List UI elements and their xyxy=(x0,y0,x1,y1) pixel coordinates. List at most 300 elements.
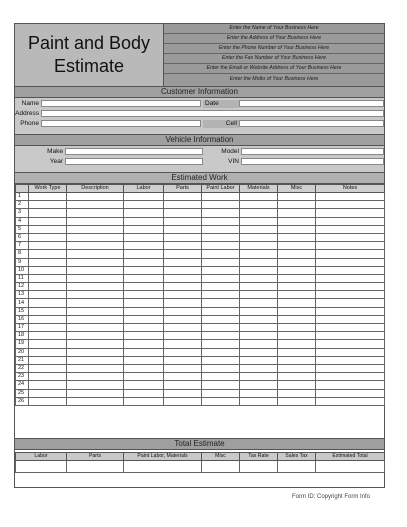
work-cell[interactable] xyxy=(240,233,278,241)
work-cell[interactable] xyxy=(164,193,202,201)
work-cell[interactable] xyxy=(316,193,385,201)
work-cell[interactable] xyxy=(29,266,67,274)
work-cell[interactable] xyxy=(29,381,67,389)
total-sales-tax-field[interactable] xyxy=(278,461,316,473)
work-cell[interactable] xyxy=(29,258,67,266)
work-cell[interactable] xyxy=(240,266,278,274)
work-cell[interactable] xyxy=(164,364,202,372)
work-cell[interactable] xyxy=(240,201,278,209)
work-cell[interactable] xyxy=(316,258,385,266)
table-row xyxy=(16,315,385,323)
work-cell[interactable] xyxy=(164,233,202,241)
table-row xyxy=(16,217,385,225)
work-cell[interactable] xyxy=(202,250,240,258)
work-cell[interactable] xyxy=(29,242,67,250)
work-cell[interactable] xyxy=(164,315,202,323)
table-row xyxy=(16,201,385,209)
work-cell[interactable] xyxy=(67,193,124,201)
work-cell[interactable] xyxy=(278,389,316,397)
work-cell[interactable] xyxy=(67,332,124,340)
work-cell[interactable] xyxy=(164,299,202,307)
work-cell[interactable] xyxy=(124,381,164,389)
cell-label: Cell xyxy=(203,120,239,128)
table-row xyxy=(16,209,385,217)
work-cell[interactable] xyxy=(124,233,164,241)
work-cell[interactable] xyxy=(124,274,164,282)
work-cell[interactable] xyxy=(164,381,202,389)
work-cell[interactable] xyxy=(124,397,164,405)
date-field[interactable] xyxy=(239,100,384,107)
work-cell[interactable] xyxy=(29,193,67,201)
work-cell[interactable] xyxy=(240,332,278,340)
work-cell[interactable] xyxy=(316,332,385,340)
business-motto-field[interactable]: Enter the Motto of Your Business Here xyxy=(164,74,384,86)
vin-field[interactable] xyxy=(241,158,384,165)
work-cell[interactable] xyxy=(67,373,124,381)
name-field[interactable] xyxy=(41,100,201,107)
work-cell[interactable] xyxy=(164,225,202,233)
work-cell[interactable] xyxy=(67,201,124,209)
form-header xyxy=(15,24,384,86)
work-cell[interactable] xyxy=(164,201,202,209)
work-cell[interactable] xyxy=(240,217,278,225)
work-cell[interactable] xyxy=(240,283,278,291)
work-cell[interactable] xyxy=(202,381,240,389)
work-cell[interactable] xyxy=(67,299,124,307)
row-number: 15 xyxy=(16,307,29,315)
work-col-description: Description xyxy=(67,185,124,193)
work-cell[interactable] xyxy=(278,266,316,274)
work-cell[interactable] xyxy=(124,364,164,372)
work-cell[interactable] xyxy=(202,324,240,332)
row-number: 16 xyxy=(16,315,29,323)
total-col-misc: Misc xyxy=(202,453,240,461)
work-cell[interactable] xyxy=(67,217,124,225)
total-col-estimated-total: Estimated Total xyxy=(316,453,385,461)
year-field[interactable] xyxy=(65,158,203,165)
table-row xyxy=(16,381,385,389)
work-cell[interactable] xyxy=(240,340,278,348)
work-cell[interactable] xyxy=(67,324,124,332)
work-cell[interactable] xyxy=(316,291,385,299)
customer-section-title: Customer Information xyxy=(15,86,384,98)
work-cell[interactable] xyxy=(29,291,67,299)
work-cell[interactable] xyxy=(164,217,202,225)
work-cell[interactable] xyxy=(240,250,278,258)
total-estimated-field[interactable] xyxy=(316,461,385,473)
work-cell[interactable] xyxy=(29,364,67,372)
work-cell[interactable] xyxy=(164,332,202,340)
cell-field[interactable] xyxy=(239,120,384,127)
work-cell[interactable] xyxy=(29,217,67,225)
work-cell[interactable] xyxy=(164,258,202,266)
work-cell[interactable] xyxy=(164,291,202,299)
totals-table xyxy=(15,452,385,473)
row-number: 18 xyxy=(16,332,29,340)
table-row xyxy=(16,225,385,233)
row-number: 21 xyxy=(16,356,29,364)
work-cell[interactable] xyxy=(164,324,202,332)
work-cell[interactable] xyxy=(202,364,240,372)
work-cell[interactable] xyxy=(67,381,124,389)
work-table-body xyxy=(16,193,385,406)
work-cell[interactable] xyxy=(240,225,278,233)
work-cell[interactable] xyxy=(240,242,278,250)
work-cell[interactable] xyxy=(202,397,240,405)
work-cell[interactable] xyxy=(29,299,67,307)
work-cell[interactable] xyxy=(316,324,385,332)
work-cell[interactable] xyxy=(29,209,67,217)
work-cell[interactable] xyxy=(278,315,316,323)
table-row xyxy=(16,250,385,258)
work-cell[interactable] xyxy=(278,381,316,389)
total-paint-materials-field[interactable] xyxy=(124,461,202,473)
work-cell[interactable] xyxy=(278,364,316,372)
date-label: Date xyxy=(203,100,239,108)
work-cell[interactable] xyxy=(124,373,164,381)
work-cell[interactable] xyxy=(316,315,385,323)
work-cell[interactable] xyxy=(316,348,385,356)
work-cell[interactable] xyxy=(67,274,124,282)
work-cell[interactable] xyxy=(164,266,202,274)
work-cell[interactable] xyxy=(124,307,164,315)
work-col-misc: Misc xyxy=(278,185,316,193)
business-name-field[interactable]: Enter the Name of Your Business Here xyxy=(164,24,384,34)
model-field[interactable] xyxy=(241,148,384,155)
make-field[interactable] xyxy=(65,148,203,155)
work-section-title: Estimated Work xyxy=(15,172,384,184)
work-col-parts: Parts xyxy=(164,185,202,193)
table-row xyxy=(16,299,385,307)
work-cell[interactable] xyxy=(202,217,240,225)
table-row xyxy=(16,193,385,201)
row-number: 22 xyxy=(16,364,29,372)
work-cell[interactable] xyxy=(67,340,124,348)
work-cell[interactable] xyxy=(278,324,316,332)
row-number: 7 xyxy=(16,242,29,250)
work-cell[interactable] xyxy=(29,250,67,258)
work-cell[interactable] xyxy=(202,315,240,323)
row-number: 14 xyxy=(16,299,29,307)
work-cell[interactable] xyxy=(29,389,67,397)
work-cell[interactable] xyxy=(316,299,385,307)
row-number: 12 xyxy=(16,283,29,291)
work-cell[interactable] xyxy=(67,266,124,274)
work-cell[interactable] xyxy=(240,324,278,332)
table-row xyxy=(16,307,385,315)
work-cell[interactable] xyxy=(124,242,164,250)
work-cell[interactable] xyxy=(240,258,278,266)
work-cell[interactable] xyxy=(202,193,240,201)
work-cell[interactable] xyxy=(164,250,202,258)
work-cell[interactable] xyxy=(124,225,164,233)
work-cell[interactable] xyxy=(124,201,164,209)
work-cell[interactable] xyxy=(316,397,385,405)
table-row xyxy=(16,258,385,266)
work-cell[interactable] xyxy=(278,348,316,356)
work-cell[interactable] xyxy=(240,348,278,356)
work-cell[interactable] xyxy=(202,233,240,241)
work-cell[interactable] xyxy=(202,307,240,315)
row-number: 9 xyxy=(16,258,29,266)
work-cell[interactable] xyxy=(240,291,278,299)
totals-header xyxy=(16,453,385,461)
work-cell[interactable] xyxy=(278,291,316,299)
work-cell[interactable] xyxy=(240,389,278,397)
work-cell[interactable] xyxy=(316,233,385,241)
work-cell[interactable] xyxy=(202,291,240,299)
table-row xyxy=(16,397,385,405)
work-cell[interactable] xyxy=(164,242,202,250)
work-cell[interactable] xyxy=(202,340,240,348)
work-cell[interactable] xyxy=(29,315,67,323)
work-cell[interactable] xyxy=(29,348,67,356)
row-number: 17 xyxy=(16,324,29,332)
work-cell[interactable] xyxy=(29,225,67,233)
work-cell[interactable] xyxy=(202,258,240,266)
work-cell[interactable] xyxy=(278,242,316,250)
table-row xyxy=(16,389,385,397)
row-number: 13 xyxy=(16,291,29,299)
work-cell[interactable] xyxy=(278,201,316,209)
work-cell[interactable] xyxy=(29,283,67,291)
work-cell[interactable] xyxy=(202,373,240,381)
work-cell[interactable] xyxy=(202,242,240,250)
work-col-paint-labor: Paint Labor xyxy=(202,185,240,193)
work-cell[interactable] xyxy=(67,250,124,258)
work-cell[interactable] xyxy=(164,389,202,397)
work-cell[interactable] xyxy=(278,209,316,217)
work-cell[interactable] xyxy=(278,225,316,233)
work-cell[interactable] xyxy=(29,201,67,209)
work-cell[interactable] xyxy=(29,324,67,332)
address-label: Address xyxy=(15,110,39,117)
work-cell[interactable] xyxy=(240,209,278,217)
work-cell[interactable] xyxy=(67,356,124,364)
work-cell[interactable] xyxy=(67,209,124,217)
work-cell[interactable] xyxy=(202,209,240,217)
work-cell[interactable] xyxy=(67,307,124,315)
totals-row xyxy=(16,461,385,473)
work-cell[interactable] xyxy=(316,217,385,225)
table-row xyxy=(16,266,385,274)
work-cell[interactable] xyxy=(316,283,385,291)
work-cell[interactable] xyxy=(124,283,164,291)
row-number: 6 xyxy=(16,233,29,241)
work-cell[interactable] xyxy=(240,397,278,405)
work-cell[interactable] xyxy=(67,389,124,397)
work-cell[interactable] xyxy=(124,250,164,258)
row-number: 26 xyxy=(16,397,29,405)
total-tax-rate-field[interactable] xyxy=(240,461,278,473)
work-cell[interactable] xyxy=(316,201,385,209)
work-cell[interactable] xyxy=(202,299,240,307)
business-fax-field[interactable]: Enter the Fax Number of Your Business Here xyxy=(164,54,384,64)
work-cell[interactable] xyxy=(316,381,385,389)
work-cell[interactable] xyxy=(316,266,385,274)
work-cell[interactable] xyxy=(67,233,124,241)
work-cell[interactable] xyxy=(278,307,316,315)
table-row xyxy=(16,373,385,381)
work-cell[interactable] xyxy=(124,258,164,266)
work-cell[interactable] xyxy=(124,217,164,225)
model-label: Model xyxy=(221,148,239,155)
work-cell[interactable] xyxy=(67,225,124,233)
work-cell[interactable] xyxy=(67,315,124,323)
work-cell[interactable] xyxy=(278,299,316,307)
work-cell[interactable] xyxy=(278,233,316,241)
work-cell[interactable] xyxy=(202,225,240,233)
work-cell[interactable] xyxy=(124,324,164,332)
work-col-notes: Notes xyxy=(316,185,385,193)
row-number: 1 xyxy=(16,193,29,201)
row-number: 24 xyxy=(16,381,29,389)
total-col-tax-rate: Tax Rate xyxy=(240,453,278,461)
work-cell[interactable] xyxy=(124,291,164,299)
row-number: 25 xyxy=(16,389,29,397)
work-cell[interactable] xyxy=(164,348,202,356)
work-cell[interactable] xyxy=(202,274,240,282)
work-cell[interactable] xyxy=(67,283,124,291)
work-cell[interactable] xyxy=(278,250,316,258)
work-cell[interactable] xyxy=(240,307,278,315)
work-cell[interactable] xyxy=(240,364,278,372)
work-cell[interactable] xyxy=(29,332,67,340)
work-cell[interactable] xyxy=(29,356,67,364)
table-row xyxy=(16,348,385,356)
work-cell[interactable] xyxy=(202,389,240,397)
table-row xyxy=(16,364,385,372)
work-cell[interactable] xyxy=(278,283,316,291)
total-labor-field[interactable] xyxy=(16,461,67,473)
row-number: 2 xyxy=(16,201,29,209)
work-cell[interactable] xyxy=(164,209,202,217)
work-cell[interactable] xyxy=(316,340,385,348)
table-row xyxy=(16,324,385,332)
work-cell[interactable] xyxy=(316,242,385,250)
work-cell[interactable] xyxy=(67,348,124,356)
work-cell[interactable] xyxy=(124,356,164,364)
vehicle-section-title: Vehicle Information xyxy=(15,134,384,146)
work-cell[interactable] xyxy=(67,258,124,266)
total-col-sales-tax: Sales Tax xyxy=(278,453,316,461)
business-phone-field[interactable]: Enter the Phone Number of Your Business Here xyxy=(164,44,384,54)
work-cell[interactable] xyxy=(124,348,164,356)
work-cell[interactable] xyxy=(29,397,67,405)
phone-label: Phone xyxy=(20,120,39,127)
work-cell[interactable] xyxy=(164,274,202,282)
work-cell[interactable] xyxy=(240,193,278,201)
footer-credit: Form ID: Copyright Form Info xyxy=(292,494,371,500)
work-cell[interactable] xyxy=(278,274,316,282)
total-misc-field[interactable] xyxy=(202,461,240,473)
work-cell[interactable] xyxy=(67,397,124,405)
work-cell[interactable] xyxy=(278,340,316,348)
table-row xyxy=(16,283,385,291)
work-cell[interactable] xyxy=(278,397,316,405)
work-cell[interactable] xyxy=(124,266,164,274)
work-cell[interactable] xyxy=(240,299,278,307)
work-cell[interactable] xyxy=(316,250,385,258)
work-cell[interactable] xyxy=(316,389,385,397)
name-label: Name xyxy=(21,100,39,107)
work-cell[interactable] xyxy=(202,356,240,364)
work-cell[interactable] xyxy=(124,209,164,217)
table-row xyxy=(16,274,385,282)
work-cell[interactable] xyxy=(29,274,67,282)
totals-section-title: Total Estimate xyxy=(15,438,384,450)
work-cell[interactable] xyxy=(278,356,316,364)
work-cell[interactable] xyxy=(202,348,240,356)
work-cell[interactable] xyxy=(67,291,124,299)
phone-field[interactable] xyxy=(41,120,201,127)
work-cell[interactable] xyxy=(240,315,278,323)
work-cell[interactable] xyxy=(124,340,164,348)
work-cell[interactable] xyxy=(202,332,240,340)
work-cell[interactable] xyxy=(316,225,385,233)
work-cell[interactable] xyxy=(278,332,316,340)
work-cell[interactable] xyxy=(164,356,202,364)
work-cell[interactable] xyxy=(278,193,316,201)
work-cell[interactable] xyxy=(202,266,240,274)
work-cell[interactable] xyxy=(29,307,67,315)
work-cell[interactable] xyxy=(202,201,240,209)
business-email-field[interactable]: Enter the Email or Website Address of Your Business Here xyxy=(164,64,384,74)
table-row xyxy=(16,332,385,340)
total-parts-field[interactable] xyxy=(67,461,124,473)
work-cell[interactable] xyxy=(164,373,202,381)
work-cell[interactable] xyxy=(240,274,278,282)
table-row xyxy=(16,233,385,241)
work-cell[interactable] xyxy=(29,233,67,241)
work-cell[interactable] xyxy=(124,193,164,201)
business-address-field[interactable]: Enter the Address of Your Business Here xyxy=(164,34,384,44)
work-cell[interactable] xyxy=(316,364,385,372)
work-cell[interactable] xyxy=(240,373,278,381)
title-box xyxy=(15,24,164,86)
work-cell[interactable] xyxy=(164,307,202,315)
work-cell[interactable] xyxy=(278,217,316,225)
work-cell[interactable] xyxy=(29,340,67,348)
work-cell[interactable] xyxy=(202,283,240,291)
work-cell[interactable] xyxy=(29,373,67,381)
work-cell[interactable] xyxy=(124,315,164,323)
work-cell[interactable] xyxy=(124,332,164,340)
work-col-labor: Labor xyxy=(124,185,164,193)
work-cell[interactable] xyxy=(316,307,385,315)
address-field[interactable] xyxy=(41,110,384,117)
work-cell[interactable] xyxy=(164,397,202,405)
work-cell[interactable] xyxy=(240,381,278,389)
row-number: 5 xyxy=(16,225,29,233)
row-number: 11 xyxy=(16,274,29,282)
work-cell[interactable] xyxy=(278,373,316,381)
work-cell[interactable] xyxy=(164,283,202,291)
work-cell[interactable] xyxy=(316,373,385,381)
work-cell[interactable] xyxy=(316,356,385,364)
work-cell[interactable] xyxy=(124,299,164,307)
work-cell[interactable] xyxy=(240,356,278,364)
work-cell[interactable] xyxy=(278,258,316,266)
work-cell[interactable] xyxy=(124,389,164,397)
work-cell[interactable] xyxy=(316,274,385,282)
work-cell[interactable] xyxy=(164,340,202,348)
work-cell[interactable] xyxy=(316,209,385,217)
work-cell[interactable] xyxy=(67,364,124,372)
row-number: 23 xyxy=(16,373,29,381)
work-col-work-type: Work Type xyxy=(29,185,67,193)
work-cell[interactable] xyxy=(67,242,124,250)
